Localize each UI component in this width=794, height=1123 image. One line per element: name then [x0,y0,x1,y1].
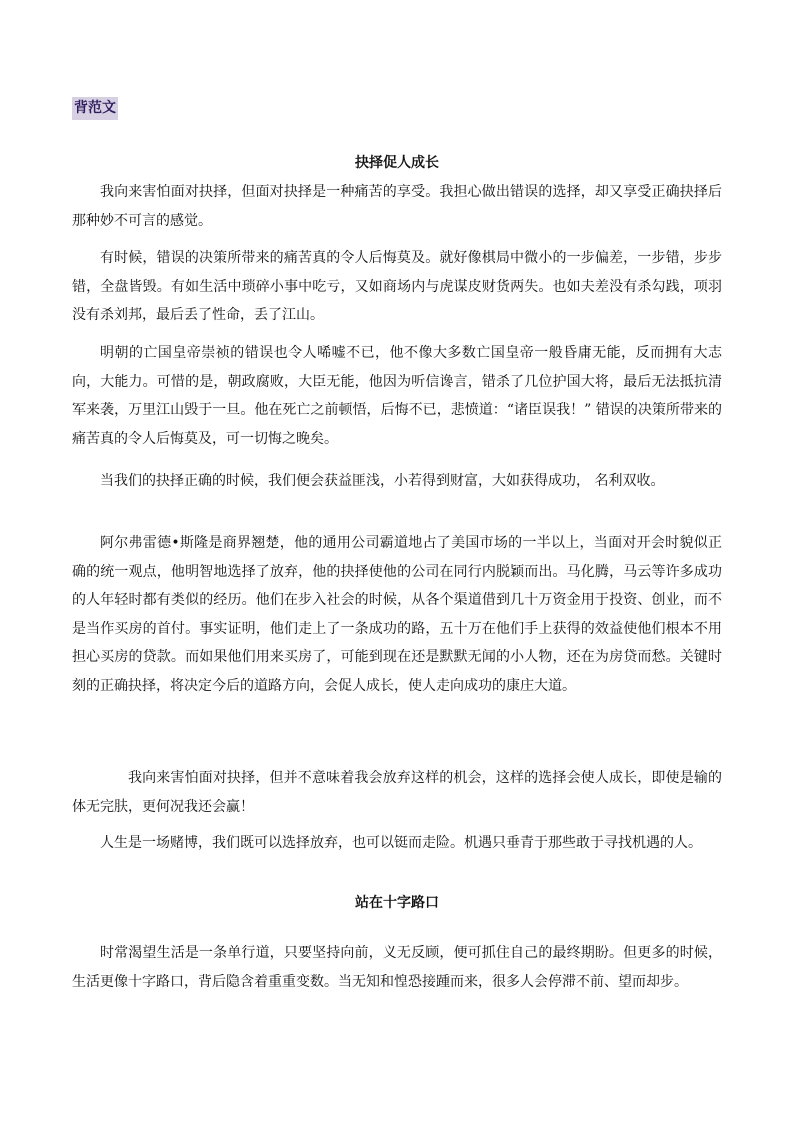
essay1-paragraph-5: 阿尔弗雷德•斯隆是商界翘楚，他的通用公司霸道地占了美国市场的一半以上，当面对开会时貌似正确的统一观点，他明智地选择了放弃，他的抉择使他的公司在同行内脱颖而出。马化腾，马云等许多成功的人年轻时都有类似的经历。他们在步入社会的时候，从各个渠道借到几十万资金用于投资、创业，而不是当作买房的首付。事实证明，他们走上了一条成功的路，五十万在他们手上获得的效益使他们根本不用担心买房的贷款。而如果他们用来买房了，可能到现在还是默默无闻的小人物，还在为房贷而愁。关键时刻的正确抉择，将决定今后的道路方向，会促人成长，使人走向成功的康庄大道。 [72,535,722,694]
section-label: 背范文 [72,97,118,120]
essay1-paragraph-2: 有时候，错误的决策所带来的痛苦真的令人后悔莫及。就好像棋局中微小的一步偏差，一步错，步步错，全盘皆毁。有如生活中琐碎小事中吃亏，又如商场内与虎谋皮财货两失。也如夫差没有杀勾践，项羽没有杀刘邦，最后丢了性命，丢了江山。 [72,250,722,324]
essay1-paragraph-1: 我向来害怕面对抉择，但面对抉择是一种痛苦的享受。我担心做出错误的选择，却又享受正确抉择后那种妙不可言的感觉。 [72,184,722,229]
essay2-paragraph-1: 时常渴望生活是一条单行道，只要坚持向前，义无反顾，便可抓住自己的最终期盼。但更多的时候，生活更像十字路口，背后隐含着重重变数。当无知和惶恐接踵而来，很多人会停滞不前、望而却步。 [72,945,722,990]
essay1-paragraph-7: 人生是一场赌博，我们既可以选择放弃，也可以铤而走险。机遇只垂青于那些敢于寻找机遇的人。 [100,835,702,851]
essay1-paragraph-4: 当我们的抉择正确的时候，我们便会获益匪浅，小若得到财富，大如获得成功， 名利双收。 [100,473,665,489]
essay1-paragraph-6: 我向来害怕面对抉择，但并不意味着我会放弃这样的机会，这样的选择会使人成长，即使是输的体无完肤，更何况我还会赢！ [72,770,722,815]
essay1-paragraph-3: 明朝的亡国皇帝崇祯的错误也令人唏嘘不已，他不像大多数亡国皇帝一般昏庸无能，反而拥有大志向，大能力。可惜的是，朝政腐败，大臣无能，他因为听信谗言，错杀了几位护国大将，最后无法抵抗清军来袭，万里江山毁于一旦。他在死亡之前顿悟，后悔不已，悲愤道：“诸臣误我！” 错误的决策所带来的痛苦真的令人后悔莫及，可一切悔之晚矣。 [72,345,722,447]
essay-title-1: 抉择促人成长 [355,155,439,171]
essay-title-2: 站在十字路口 [355,895,439,911]
